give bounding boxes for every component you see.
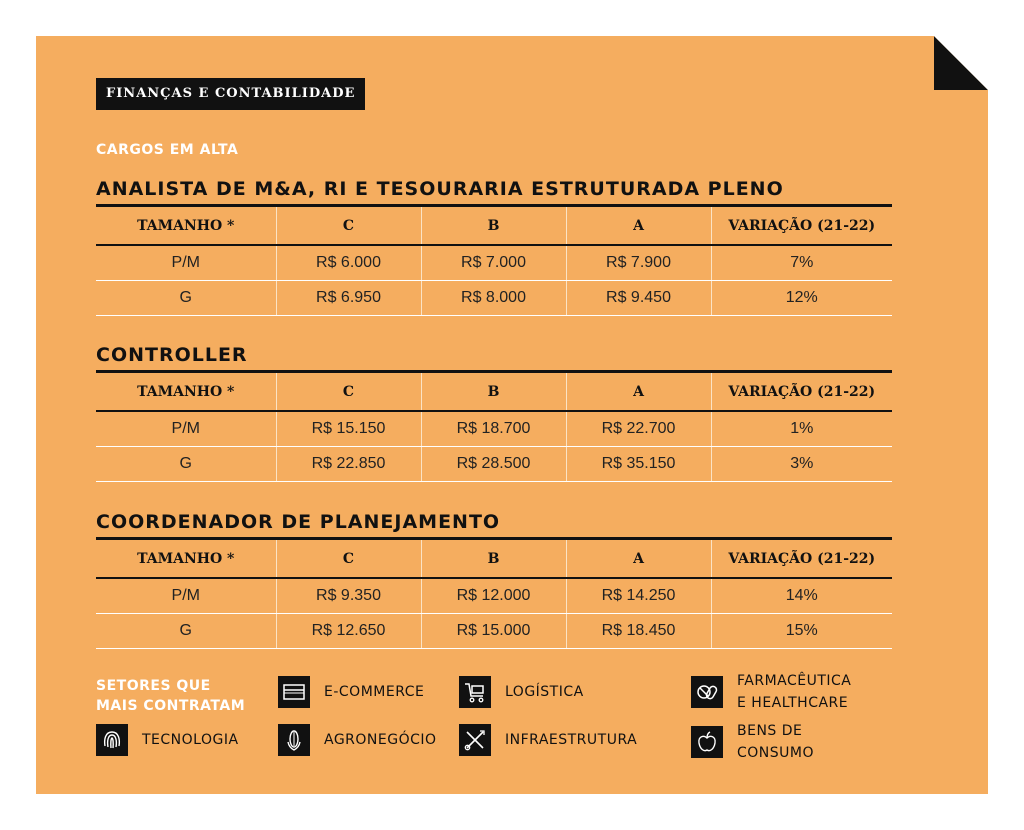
tools-icon <box>459 724 491 756</box>
table-cell: P/M <box>96 578 276 614</box>
table-cell: R$ 7.000 <box>421 245 566 281</box>
table-cell: G <box>96 447 276 482</box>
sector-infraestrutura <box>459 724 637 756</box>
sector-label: FARMACÊUTICA E HEALTHCARE <box>737 673 852 711</box>
table-row <box>96 578 892 614</box>
apple-icon <box>691 726 723 758</box>
column-header: C <box>276 539 421 579</box>
column-header: TAMANHO * <box>96 539 276 579</box>
table-cell: R$ 6.950 <box>276 281 421 316</box>
table-cell: R$ 8.000 <box>421 281 566 316</box>
sector-bens-consumo <box>691 720 814 764</box>
table-cell: 12% <box>711 281 892 316</box>
table-cell: G <box>96 614 276 649</box>
role-block <box>96 507 892 649</box>
corn-icon <box>278 724 310 756</box>
salary-table <box>96 204 892 316</box>
salary-table <box>96 370 892 482</box>
salary-card <box>36 36 988 794</box>
column-header: VARIAÇÃO (21-22) <box>711 206 892 246</box>
table-cell: R$ 6.000 <box>276 245 421 281</box>
table-cell: R$ 15.150 <box>276 411 421 447</box>
role-title: CONTROLLER <box>96 344 248 366</box>
table-header-row <box>96 372 892 412</box>
table-cell: R$ 35.150 <box>566 447 711 482</box>
table-cell: R$ 12.000 <box>421 578 566 614</box>
table-cell: R$ 9.350 <box>276 578 421 614</box>
sector-label: INFRAESTRUTURA <box>505 732 638 748</box>
column-header: B <box>421 206 566 246</box>
cart-icon <box>459 676 491 708</box>
role-title: COORDENADOR DE PLANEJAMENTO <box>96 511 501 533</box>
table-cell: R$ 22.850 <box>276 447 421 482</box>
table-cell: G <box>96 281 276 316</box>
subhead: CARGOS EM ALTA <box>96 142 239 158</box>
table-cell: R$ 22.700 <box>566 411 711 447</box>
sector-agronegocio <box>278 724 437 756</box>
column-header: C <box>276 206 421 246</box>
column-header: VARIAÇÃO (21-22) <box>711 539 892 579</box>
sector-label: BENS DE CONSUMO <box>737 723 814 761</box>
table-cell: 1% <box>711 411 892 447</box>
table-cell: R$ 18.450 <box>566 614 711 649</box>
table-cell: R$ 9.450 <box>566 281 711 316</box>
sector-farmaceutica <box>691 670 851 714</box>
table-cell: 15% <box>711 614 892 649</box>
column-header: B <box>421 372 566 412</box>
role-block <box>96 174 892 316</box>
column-header: A <box>566 372 711 412</box>
table-cell: 14% <box>711 578 892 614</box>
sector-label: TECNOLOGIA <box>142 732 239 748</box>
sector-label: E-COMMERCE <box>324 684 425 700</box>
column-header: B <box>421 539 566 579</box>
table-row <box>96 614 892 649</box>
table-cell: 3% <box>711 447 892 482</box>
table-cell: R$ 12.650 <box>276 614 421 649</box>
table-row <box>96 281 892 316</box>
fingerprint-icon <box>96 724 128 756</box>
sector-label: LOGÍSTICA <box>505 684 584 700</box>
salary-table <box>96 537 892 649</box>
role-block <box>96 340 892 482</box>
column-header: A <box>566 206 711 246</box>
table-row <box>96 447 892 482</box>
table-cell: 7% <box>711 245 892 281</box>
sector-label: AGRONEGÓCIO <box>324 732 437 748</box>
column-header: TAMANHO * <box>96 206 276 246</box>
credit-card-icon <box>278 676 310 708</box>
column-header: A <box>566 539 711 579</box>
column-header: TAMANHO * <box>96 372 276 412</box>
table-cell: R$ 18.700 <box>421 411 566 447</box>
folded-corner <box>934 36 988 90</box>
table-cell: R$ 28.500 <box>421 447 566 482</box>
sector-logistica <box>459 676 584 708</box>
table-cell: P/M <box>96 411 276 447</box>
pill-icon <box>691 676 723 708</box>
column-header: VARIAÇÃO (21-22) <box>711 372 892 412</box>
table-row <box>96 411 892 447</box>
role-title: ANALISTA DE M&A, RI E TESOURARIA ESTRUTURADA PLENO <box>96 178 784 200</box>
table-cell: P/M <box>96 245 276 281</box>
table-cell: R$ 15.000 <box>421 614 566 649</box>
sector-tecnologia <box>96 724 239 756</box>
sectors-label: SETORES QUE MAIS CONTRATAM <box>96 678 246 714</box>
table-cell: R$ 7.900 <box>566 245 711 281</box>
table-header-row <box>96 539 892 579</box>
table-header-row <box>96 206 892 246</box>
section-tag: FINANÇAS E CONTABILIDADE <box>96 78 365 110</box>
sector-ecommerce <box>278 676 424 708</box>
column-header: C <box>276 372 421 412</box>
table-cell: R$ 14.250 <box>566 578 711 614</box>
table-row <box>96 245 892 281</box>
